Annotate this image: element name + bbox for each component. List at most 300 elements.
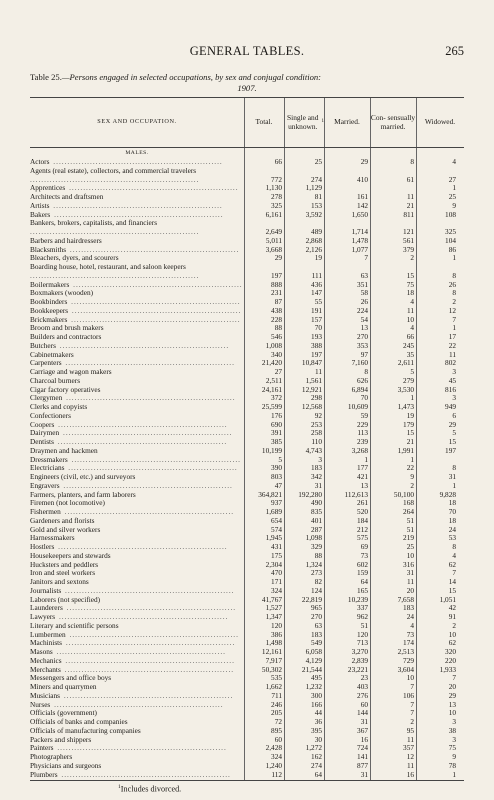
cell-total: 386 bbox=[271, 629, 282, 639]
occupation-label bbox=[30, 543, 244, 552]
occupation-name: Dressmakers bbox=[30, 455, 68, 464]
cell-widowed bbox=[414, 456, 456, 465]
cell-widowed: 45 bbox=[448, 375, 456, 385]
cell-single: 166 bbox=[311, 699, 322, 709]
occupation-label bbox=[30, 517, 244, 526]
occupation-name: Builders and contractors bbox=[30, 333, 102, 341]
cell-single: 1,324 bbox=[305, 559, 322, 569]
cell-consensual: 11 bbox=[406, 734, 414, 744]
leader-dots: ............................................................ bbox=[62, 359, 235, 368]
cell-married: 6,894 bbox=[351, 384, 368, 394]
cell-widowed: 22 bbox=[448, 340, 456, 350]
cell-single: 82 bbox=[314, 577, 322, 586]
cell-married: 31 bbox=[360, 769, 368, 779]
cell-widowed: 27 bbox=[448, 174, 456, 184]
leader-dots: ............................................................ bbox=[51, 700, 224, 709]
table-row bbox=[30, 674, 464, 683]
cell-total: 25,599 bbox=[261, 402, 282, 411]
cell-married: 97 bbox=[360, 349, 368, 359]
cell-single: 55 bbox=[314, 297, 322, 306]
leader-dots: ............................................................ bbox=[70, 280, 243, 289]
cell-single: 2,126 bbox=[305, 244, 322, 254]
cell-single: 81 bbox=[314, 192, 322, 201]
cell-widowed: 20 bbox=[448, 682, 456, 691]
occupation-name: Masons bbox=[30, 648, 53, 656]
table-row bbox=[30, 456, 464, 465]
occupation-label bbox=[30, 744, 244, 753]
occupation-name: Boarding house, hotel, restaurant, and saloon keepers bbox=[30, 263, 186, 271]
cell-consensual: 51 bbox=[406, 515, 414, 525]
cell-total: 888 bbox=[271, 279, 282, 289]
cell-consensual: 219 bbox=[403, 533, 414, 543]
occupation-label bbox=[30, 456, 244, 465]
cell-married: 270 bbox=[357, 332, 368, 341]
cell-consensual: 21 bbox=[406, 200, 414, 210]
cell-consensual: 51 bbox=[406, 524, 414, 534]
cell-single: 1,232 bbox=[305, 682, 322, 691]
occupation-name: Engineers (civil, etc.) and surveyors bbox=[30, 473, 136, 481]
cell-total: 324 bbox=[271, 752, 282, 761]
occupation-label bbox=[30, 552, 244, 561]
occupation-label bbox=[30, 298, 244, 307]
occupation-name: Bookbinders bbox=[30, 298, 68, 306]
cell-consensual: 7 bbox=[410, 699, 414, 709]
cell-total: 228 bbox=[271, 314, 282, 324]
cell-married: 724 bbox=[357, 743, 368, 753]
occupation-name: Painters bbox=[30, 744, 54, 753]
cell-consensual: 561 bbox=[403, 235, 414, 245]
occupation-label bbox=[30, 508, 244, 517]
cell-widowed: 9 bbox=[452, 200, 456, 210]
table-header bbox=[30, 98, 464, 148]
cell-consensual: 7 bbox=[410, 682, 414, 691]
leader-dots: ............................................................ bbox=[63, 604, 237, 613]
cell-single: 25 bbox=[314, 157, 322, 166]
table-row bbox=[30, 569, 464, 578]
cell-single: 147 bbox=[311, 288, 322, 298]
cell-married: 353 bbox=[357, 340, 368, 350]
cell-married: 1,077 bbox=[351, 244, 368, 254]
table-rows bbox=[30, 158, 464, 780]
cell-total: 385 bbox=[271, 437, 282, 446]
occupation-label bbox=[30, 736, 244, 745]
occupation-label bbox=[30, 386, 244, 395]
occupation-name: Janitors and sextons bbox=[30, 578, 89, 586]
cell-widowed: 220 bbox=[445, 655, 456, 665]
cell-widowed: 108 bbox=[445, 209, 456, 219]
cell-total: 10,199 bbox=[261, 445, 282, 455]
page-number: 265 bbox=[445, 44, 464, 58]
cell-consensual: 11 bbox=[406, 192, 414, 201]
occupation-name: Miners and quarrymen bbox=[30, 683, 97, 691]
table-row bbox=[30, 421, 464, 430]
occupation-label bbox=[30, 639, 244, 648]
occupation-label bbox=[30, 447, 244, 456]
cell-single: 395 bbox=[311, 725, 322, 735]
cell-widowed: 62 bbox=[448, 559, 456, 569]
occupation-label bbox=[30, 403, 244, 412]
leader-dots: ............................................................ bbox=[56, 341, 230, 350]
cell-married: 177 bbox=[357, 463, 368, 473]
cell-married: 3,268 bbox=[351, 445, 368, 455]
cell-consensual: 379 bbox=[403, 244, 414, 254]
cell-married: 602 bbox=[357, 559, 368, 569]
cell-consensual: 811 bbox=[403, 209, 414, 219]
cell-consensual: 3,530 bbox=[397, 384, 414, 394]
cell-married: 165 bbox=[357, 585, 368, 595]
cell-single: 10,847 bbox=[301, 358, 322, 368]
occupation-name: Literary and scientific persons bbox=[30, 621, 119, 630]
cell-total: 1,240 bbox=[265, 760, 282, 770]
cell-married: 10,609 bbox=[347, 402, 368, 411]
table-row bbox=[30, 709, 464, 718]
occupation-name: Bleachers, dyers, and scourers bbox=[30, 254, 119, 263]
cell-married: 13 bbox=[360, 480, 368, 490]
occupation-name: Launderers bbox=[30, 604, 63, 613]
table-row bbox=[30, 359, 464, 368]
header-married: Married. bbox=[334, 117, 360, 127]
cell-married: 261 bbox=[357, 498, 368, 508]
cell-single: 1,098 bbox=[305, 533, 322, 543]
occupation-name: Lawyers bbox=[30, 613, 56, 621]
occupation-label bbox=[30, 578, 244, 587]
occupation-name: Broom and brush makers bbox=[30, 324, 104, 333]
cell-total: 431 bbox=[271, 542, 282, 551]
occupation-name: Bakers bbox=[30, 210, 51, 219]
occupation-label bbox=[30, 464, 244, 473]
occupation-name: Actors bbox=[30, 158, 50, 166]
occupation-name bbox=[30, 779, 51, 780]
table-row bbox=[30, 386, 464, 395]
footnote-mark: 1 bbox=[118, 784, 121, 790]
cell-total: 88 bbox=[274, 323, 282, 333]
cell-single: 30 bbox=[314, 734, 322, 744]
cell-widowed: 31 bbox=[448, 472, 456, 481]
occupation-name: Brickmakers bbox=[30, 315, 68, 324]
table-row bbox=[30, 622, 464, 631]
cell-married: 26 bbox=[360, 297, 368, 306]
cell-total: 175 bbox=[271, 550, 282, 560]
occupation-name: Barbers and hairdressers bbox=[30, 236, 102, 245]
table-row bbox=[30, 753, 464, 762]
cell-consensual: 31 bbox=[406, 568, 414, 578]
cell-total: 246 bbox=[271, 699, 282, 709]
cell-widowed: 8 bbox=[452, 542, 456, 551]
cell-single: 124 bbox=[311, 585, 322, 595]
footnote-reference: 1 bbox=[321, 119, 324, 125]
table-caption-year: 1907. bbox=[237, 82, 257, 93]
cell-consensual: 20 bbox=[406, 585, 414, 595]
table-row bbox=[30, 552, 464, 561]
occupation-name: Confectioners bbox=[30, 411, 71, 420]
cell-married: 962 bbox=[357, 612, 368, 621]
cell-total: 50,302 bbox=[261, 664, 282, 674]
leader-dots: ............................................................ bbox=[55, 543, 228, 551]
cell-widowed: 26 bbox=[448, 279, 456, 289]
cell-total: 60 bbox=[274, 734, 282, 744]
cell-married: 69 bbox=[360, 542, 368, 551]
cell-married: 51 bbox=[360, 620, 368, 630]
cell-total: 3,668 bbox=[265, 244, 282, 254]
occupation-name: Officials of banks and companies bbox=[30, 718, 128, 726]
leader-dots: ............................................................ bbox=[50, 201, 223, 210]
cell-married: 70 bbox=[360, 393, 368, 403]
cell-married: 713 bbox=[357, 638, 368, 648]
table-row bbox=[30, 718, 464, 727]
leader-dots: ............................................................ bbox=[56, 613, 229, 621]
cell-widowed: 7 bbox=[452, 568, 456, 578]
cell-widowed: 6 bbox=[452, 410, 456, 420]
occupation-name: Blacksmiths bbox=[30, 245, 67, 254]
cell-total: 470 bbox=[271, 568, 282, 578]
occupation-name: Messengers and office boys bbox=[30, 674, 112, 683]
occupation-name: Officials of manufacturing companies bbox=[30, 726, 141, 735]
cell-widowed: 8 bbox=[452, 270, 456, 280]
cell-single: 270 bbox=[311, 612, 322, 621]
cell-total: 278 bbox=[271, 192, 282, 201]
table-row bbox=[30, 342, 464, 351]
cell-consensual: 245 bbox=[403, 340, 414, 350]
cell-total: 5 bbox=[278, 454, 282, 464]
footnote-text: Includes divorced. bbox=[120, 784, 182, 794]
cell-single: 274 bbox=[311, 174, 322, 184]
cell-widowed: 7 bbox=[452, 673, 456, 683]
cell-married: 1 bbox=[364, 454, 368, 464]
table-row bbox=[30, 219, 464, 237]
cell-total: 171 bbox=[271, 577, 282, 586]
occupation-label bbox=[30, 491, 244, 500]
table-row bbox=[30, 683, 464, 692]
leader-dots: ............................................................ bbox=[68, 315, 241, 324]
occupation-name: Firemen (not locomotive) bbox=[30, 499, 105, 508]
cell-widowed: 75 bbox=[448, 743, 456, 753]
occupation-name: Coopers bbox=[30, 420, 55, 429]
cell-married: 58 bbox=[360, 288, 368, 298]
cell-consensual: 61 bbox=[406, 174, 414, 184]
table-caption-text: —Persons engaged in selected occupations, by sex and conjugal condition: bbox=[61, 72, 322, 82]
occupation-label bbox=[30, 648, 244, 657]
cell-total: 205 bbox=[271, 708, 282, 718]
cell-consensual: 106 bbox=[403, 690, 414, 700]
occupation-label bbox=[30, 359, 244, 368]
occupation-label bbox=[30, 377, 244, 386]
cell-total: 2,511 bbox=[265, 375, 282, 385]
cell-married: 337 bbox=[357, 603, 368, 613]
table-row bbox=[30, 648, 464, 657]
cell-married: 23,221 bbox=[347, 664, 368, 674]
table-caption bbox=[30, 72, 464, 93]
table-label: Table 25. bbox=[30, 72, 62, 82]
cell-single: 88 bbox=[314, 550, 322, 560]
leader-dots: ............................................................ bbox=[65, 464, 238, 473]
cell-single: 965 bbox=[311, 603, 322, 613]
occupation-label bbox=[30, 674, 244, 683]
cell-married: 73 bbox=[360, 550, 368, 560]
leader-dots: ............................................................ bbox=[30, 270, 200, 280]
cell-single: 1,129 bbox=[305, 183, 322, 193]
cell-married: 1,650 bbox=[351, 209, 368, 219]
cell-total: 5,011 bbox=[265, 235, 282, 245]
cell-single: 273 bbox=[311, 568, 322, 578]
occupation-label bbox=[30, 263, 244, 281]
cell-single: 298 bbox=[311, 393, 322, 403]
occupation-name: Draymen and hackmen bbox=[30, 446, 98, 455]
cell-single: 489 bbox=[311, 227, 322, 236]
cell-widowed: 8 bbox=[452, 288, 456, 298]
cell-widowed: 802 bbox=[445, 358, 456, 368]
table-row bbox=[30, 499, 464, 508]
cell-single: 495 bbox=[311, 673, 322, 683]
occupation-label bbox=[30, 779, 244, 780]
cell-married: 141 bbox=[357, 752, 368, 761]
cell-widowed: 78 bbox=[448, 760, 456, 770]
cell-widowed: 29 bbox=[448, 419, 456, 429]
occupation-label bbox=[30, 289, 244, 298]
occupation-name: Officials (government) bbox=[30, 709, 97, 718]
table-row bbox=[30, 193, 464, 202]
cell-widowed: 816 bbox=[445, 384, 456, 394]
cell-consensual: 9 bbox=[410, 472, 414, 481]
cell-total: 27 bbox=[274, 367, 282, 376]
cell-single: 197 bbox=[311, 349, 322, 359]
cell-single: 31 bbox=[314, 480, 322, 490]
cell-widowed: 325 bbox=[445, 227, 456, 236]
occupation-label bbox=[30, 246, 244, 255]
cell-total: 197 bbox=[271, 270, 282, 280]
occupation-label bbox=[30, 429, 244, 438]
cell-widowed: 197 bbox=[445, 445, 456, 455]
occupation-label bbox=[30, 683, 244, 692]
cell-consensual: 2,611 bbox=[397, 358, 414, 368]
cell-widowed: 4 bbox=[452, 157, 456, 166]
occupation-label bbox=[30, 421, 244, 430]
cell-consensual: 4 bbox=[410, 323, 414, 333]
cell-total: 120 bbox=[271, 620, 282, 630]
cell-consensual: 168 bbox=[403, 498, 414, 508]
running-head-title: GENERAL TABLES. bbox=[189, 44, 305, 58]
header-single bbox=[284, 98, 324, 147]
table-row bbox=[30, 403, 464, 412]
cell-married: 23 bbox=[360, 673, 368, 683]
cell-total: 176 bbox=[271, 410, 282, 420]
table-row bbox=[30, 613, 464, 622]
table-row bbox=[30, 167, 464, 185]
cell-consensual: 18 bbox=[406, 288, 414, 298]
cell-total: 41,767 bbox=[261, 594, 282, 604]
occupation-label bbox=[30, 604, 244, 613]
cell-consensual: 7 bbox=[410, 708, 414, 718]
cell-widowed: 10 bbox=[448, 708, 456, 718]
table-row bbox=[30, 237, 464, 246]
table-body bbox=[30, 148, 464, 780]
cell-widowed: 11 bbox=[448, 349, 456, 359]
occupation-name: Bookkeepers bbox=[30, 306, 69, 315]
occupation-label bbox=[30, 499, 244, 508]
cell-married: 2,839 bbox=[351, 655, 368, 665]
occupation-name: Architects and draftsmen bbox=[30, 193, 104, 201]
leader-dots: ............................................................ bbox=[54, 744, 227, 753]
cell-total: 324 bbox=[271, 585, 282, 595]
leader-dots: ............................................................ bbox=[60, 429, 233, 438]
occupation-name: Engravers bbox=[30, 481, 60, 490]
occupation-label bbox=[30, 158, 244, 167]
occupation-label bbox=[30, 333, 244, 342]
occupation-label bbox=[30, 771, 244, 780]
cell-total: 690 bbox=[271, 419, 282, 429]
cell-married: 29 bbox=[360, 157, 368, 166]
occupation-label bbox=[30, 631, 244, 640]
cell-consensual: 4 bbox=[410, 620, 414, 630]
cell-total: 1,130 bbox=[265, 183, 282, 193]
table-row bbox=[30, 543, 464, 552]
occupation-label bbox=[30, 692, 244, 701]
table-row bbox=[30, 727, 464, 736]
occupation-name: Lumbermen bbox=[30, 630, 66, 639]
table-row bbox=[30, 561, 464, 570]
table-row bbox=[30, 666, 464, 675]
occupation-name: Merchants bbox=[30, 665, 61, 674]
cell-widowed: 1 bbox=[452, 323, 456, 333]
table-row bbox=[30, 771, 464, 780]
cell-widowed: 62 bbox=[448, 638, 456, 648]
cell-married: 1,478 bbox=[351, 235, 368, 245]
running-head bbox=[0, 44, 494, 60]
occupation-label bbox=[30, 587, 244, 596]
cell-consensual: 8 bbox=[410, 157, 414, 166]
leader-dots: ............................................................ bbox=[66, 630, 239, 639]
occupation-name: Cabinetmakers bbox=[30, 350, 74, 359]
cell-married: 212 bbox=[357, 524, 368, 534]
cell-married: 877 bbox=[357, 760, 368, 770]
cell-widowed: 10 bbox=[448, 629, 456, 639]
cell-total bbox=[244, 779, 282, 780]
cell-total: 438 bbox=[271, 305, 282, 315]
cell-single: 300 bbox=[311, 690, 322, 700]
cell-single: 401 bbox=[311, 515, 322, 525]
occupation-label bbox=[30, 342, 244, 351]
cell-total: 231 bbox=[271, 288, 282, 298]
cell-widowed: 104 bbox=[445, 235, 456, 245]
cell-consensual: 19 bbox=[406, 410, 414, 420]
cell-total: 654 bbox=[271, 515, 282, 525]
occupation-name: Dentists bbox=[30, 438, 54, 446]
cell-consensual: 357 bbox=[403, 743, 414, 753]
occupation-name: Carriage and wagon makers bbox=[30, 368, 112, 376]
occupation-label bbox=[30, 762, 244, 771]
occupation-label bbox=[30, 473, 244, 482]
table-row bbox=[30, 333, 464, 342]
cell-consensual: 95 bbox=[406, 725, 414, 735]
occupation-name: Artists bbox=[30, 201, 50, 210]
cell-single: 436 bbox=[311, 279, 322, 289]
occupation-name: Butchers bbox=[30, 341, 56, 350]
cell-consensual: 10 bbox=[406, 673, 414, 683]
cell-total: 340 bbox=[271, 349, 282, 359]
cell-consensual: 75 bbox=[406, 279, 414, 289]
leader-dots: ............................................................ bbox=[51, 210, 224, 219]
cell-single: 342 bbox=[311, 472, 322, 481]
cell-single: 21,544 bbox=[301, 664, 322, 674]
cell-consensual: 729 bbox=[403, 655, 414, 665]
cell-total: 1,527 bbox=[265, 603, 282, 613]
occupation-name: Photographers bbox=[30, 753, 73, 761]
cell-married: 520 bbox=[357, 507, 368, 516]
leader-dots: ............................................................ bbox=[61, 691, 234, 700]
cell-widowed: 3 bbox=[452, 367, 456, 376]
occupation-name: Musicians bbox=[30, 691, 60, 700]
table-row bbox=[30, 701, 464, 710]
cell-consensual: 1,991 bbox=[397, 445, 414, 455]
